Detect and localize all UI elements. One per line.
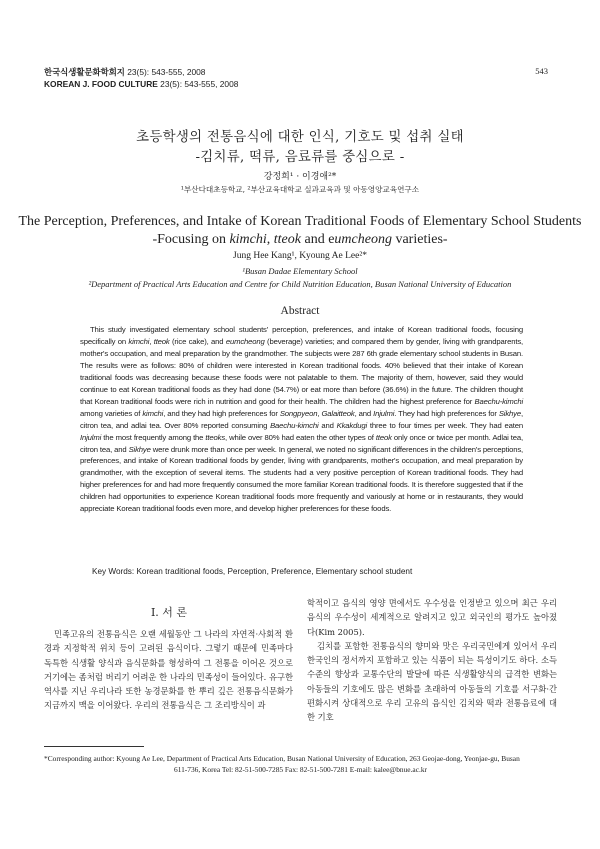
affiliations-korean: ¹부산다대초등학교, ²부산교육대학교 실과교육과 및 아동영양교육연구소 (180, 185, 420, 194)
keywords: Key Words: Korean traditional foods, Perception, Preference, Elementary school student (92, 567, 413, 576)
abstract-text: , while over 80% had eaten the other types of (225, 432, 376, 442)
intro-left-column: 민족고유의 전통음식은 오랜 세월동안 그 나라의 자연적·사회적 환경과 지정학적 위치 등이 고려된 음식이다. 그렇기 때문에 민족마다 독특한 식생활 양식과 음식문화를 형성하여 그 전통을 이어온 것으로 거기에는 좀처럼 버리기 어려운 한 나라의 민족성이 들어있다. 유구한 역사를 지닌 우리나라 또한 농경문화를 한 뿌리 깊은 전통음식문화가 지금까지 맥을 이어왔다. 우리의 전통음식은 그 조리방식이 과 (44, 629, 293, 711)
abstract-text: , and (354, 408, 374, 418)
title-korean (0, 128, 600, 168)
intro-right-paragraph-1: 학적이고 음식의 영양 면에서도 우수성을 인정받고 있으며 최근 우리음식의 우수성이 세계적으로 알려지고 있고 외국인의 평가도 높아졌다(Kim 2005). (307, 598, 557, 637)
abstract-italic-term: Baechu-kimchi (474, 396, 523, 406)
abstract-italic-term: Sikhye (128, 444, 151, 454)
intro-right-paragraph-2: 김치를 포함한 전통음식의 향미와 맛은 우리국민에게 있어서 우리 한국인의 정서까지 포함하고 있는 식품이 되는 특성이기도 하다. 소득수준의 향상과 교통수단의 발달에 따른 식생활양식의 급격한 변화는 아동들의 기호에도 많은 변화를 초래하여 아동들의 기호를 서구화·간편화시켜 상대적으로 우리 고유의 음식인 김치와 떡과 전통음료에 대한 기호 (307, 640, 557, 723)
abstract-text: (beverage) varieties; and compared them by gender, living with grandparents, mother's occupation, and meal preparation by the grandmother. The subjects were 287 6th grade elementary school students in Busan. The results were as follows: 80% of children were interested in Korean traditional foods. 40% believed that their intake of Korean traditional foods was decreasing because these foods were not palatable to them. The majority of them, however, said they would continue to eat Korean traditional foods as they had done (54.7%) or eat more than before (36.6%) in the future. The children thought that Korean traditional foods were rich in nutrition and good for their health. The children had the highest preference for (80, 336, 523, 406)
title-english-line1: The Perception, Preferences, and Intake of Korean Traditional Foods of Elementary School Students (18, 214, 582, 229)
affiliation-english-1: ¹Busan Dadae Elementary School (242, 266, 358, 276)
abstract-italic-term: eumcheong (225, 336, 265, 346)
abstract-text: three to four times per week. They had eaten (367, 420, 523, 430)
abstract-text: , citron tea, and adlai tea. Over 80% reported consuming (80, 408, 523, 430)
abstract-text: and (318, 420, 337, 430)
citation-en: 23(5): 543-555, 2008 (160, 79, 239, 89)
title-korean-line1: 초등학생의 전통음식에 대한 인식, 기호도 및 섭취 실태 (136, 130, 464, 145)
abstract-italic-term: tteok (153, 336, 170, 346)
abstract-body (80, 324, 523, 515)
abstract-italic-term: tteok (375, 432, 392, 442)
title-english (0, 213, 600, 249)
journal-name-en: KOREAN J. FOOD CULTURE (44, 79, 158, 89)
abstract-italic-term: kimchi (142, 408, 164, 418)
running-header (44, 66, 238, 90)
authors-korean: 강정희¹ · 이경애²* (263, 172, 337, 182)
title-korean-line2: -김치류, 떡류, 음료류를 중심으로 - (195, 150, 405, 165)
footnote-rule (44, 746, 144, 747)
abstract-italic-term: tteoks (205, 432, 226, 442)
abstract-italic-term: kimchi (128, 336, 150, 346)
abstract-italic-term: Galaitteok (321, 408, 355, 418)
abstract-text: were drunk more than once per week. In general, we noted no significant differences in the children's perceptions, preferences, and intake of Korean traditional foods by gender, living with grandparents, mother's occupation, and meal preparation by grandmother, with the exception of several items. The students had a very positive perception of Korean traditional foods. They had higher preferences for and had more frequently consumed the more familiar Korean traditional foods. It is therefore suggested that if the children had opportunities to experience Korean traditional foods more frequently and variously at home or in restaurants, they would appreciate Korean traditional foods even more, and develop higher preferences for these foods. (80, 444, 523, 514)
title-english-line2: -Focusing on kimchi, tteok and eumcheong varieties- (152, 232, 448, 247)
abstract-italic-term: Injulmi (373, 408, 395, 418)
abstract-italic-term: Injulmi (80, 432, 102, 442)
abstract-italic-term: Kkakdugi (336, 420, 368, 430)
abstract-text: the most frequently among the (101, 432, 206, 442)
footnote-line1: *Corresponding author: Kyoung Ae Lee, Department of Practical Arts Education, Busan National University of Education, 263 Geojae-dong, Yeonjae-gu, Busan (44, 754, 520, 763)
abstract-italic-term: Sikhye (498, 408, 521, 418)
abstract-heading: Abstract (280, 305, 320, 317)
abstract-italic-term: Baechu-kimchi (270, 420, 319, 430)
abstract-text: among varieties of (80, 408, 143, 418)
page-number: 543 (535, 66, 548, 76)
abstract-text: only once or twice per month. Adlai tea, citron tea, and (80, 432, 524, 454)
abstract-text: , (317, 408, 322, 418)
section-heading-introduction: Ⅰ. 서 론 (150, 606, 188, 619)
footnote (44, 753, 557, 775)
authors-english: Jung Hee Kang¹, Kyoung Ae Lee²* (233, 251, 367, 261)
journal-name-ko: 한국식생활문화학회지 (44, 67, 125, 77)
abstract-text: This study investigated elementary school students' perception, preferences, and intake of Korean traditional foods, focusing specifically on (80, 325, 523, 346)
citation-ko: 23(5): 543-555, 2008 (127, 67, 206, 77)
affiliation-english-2: ²Department of Practical Arts Education and Centre for Child Nutrition Education, Busan National University of Education (88, 279, 512, 289)
intro-right-column (307, 596, 557, 725)
abstract-text: . They had high preferences for (394, 408, 499, 418)
abstract-italic-term: Songpyeon (279, 408, 318, 418)
abstract-text: , and they had high preferences for (163, 408, 280, 418)
abstract-text: , (149, 336, 154, 346)
footnote-line2: 611-736, Korea Tel: 82-51-500-7285 Fax: 82-51-500-7281 E-mail: kalee@bnue.ac.kr (174, 765, 427, 774)
abstract-text: (rice cake), and (169, 336, 226, 346)
